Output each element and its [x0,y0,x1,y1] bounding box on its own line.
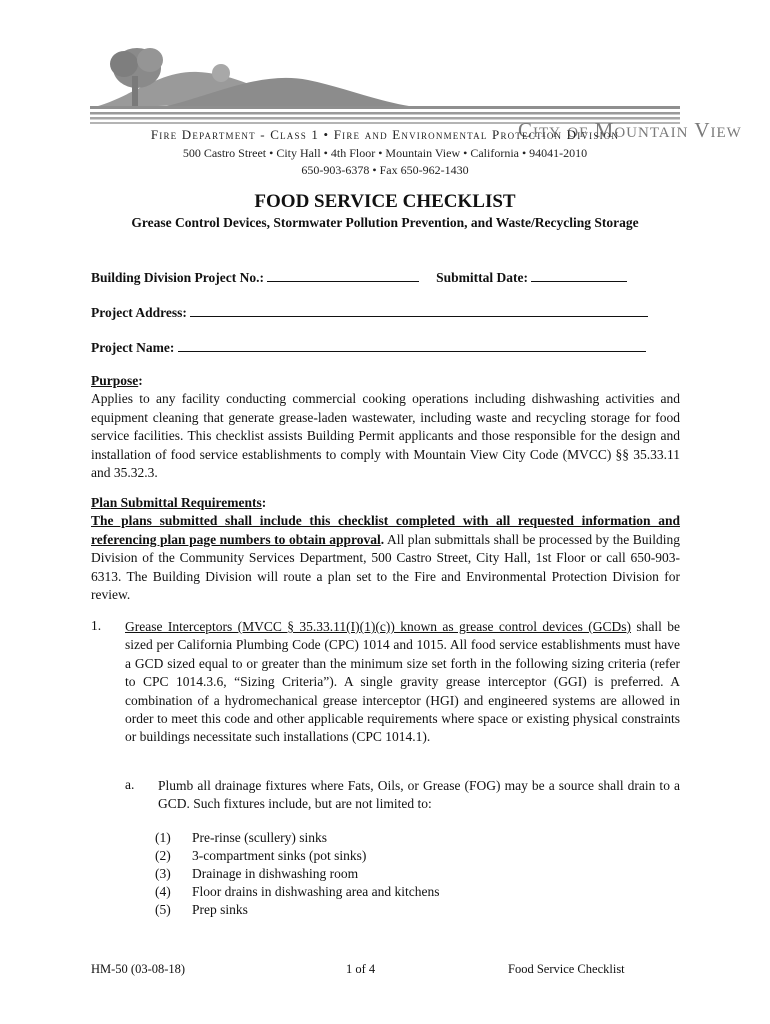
item-1-number: 1. [91,618,102,633]
list-item [155,865,439,883]
project-name-field [91,337,646,356]
project-no-field [91,267,627,286]
address-line: 500 Castro Street • City Hall • 4th Floor • Mountain View • California • 94041-2010 [182,146,588,160]
item-1 [125,618,680,747]
footer-page-number: 1 of 4 [346,962,376,976]
document-subtitle: Grease Control Devices, Stormwater Pollution Prevention, and Waste/Recycling Storage [131,215,639,230]
purpose-section [91,372,680,482]
list-item-number: (3) [155,866,171,881]
project-no-label: Building Division Project No.: [91,270,265,285]
project-name-input[interactable] [178,337,646,352]
list-item [155,847,439,865]
city-name: City of Mountain View [518,118,742,142]
plan-submittal-heading: Plan Submittal Requirements [91,495,262,510]
item-1a-letter: a. [125,777,135,792]
plan-submittal-section [91,494,680,604]
list-item [155,883,439,901]
list-item-label: Drainage in dishwashing room [192,866,359,881]
mountain-logo-icon [88,40,682,130]
purpose-heading: Purpose [91,373,139,388]
item-1a-text: Plumb all drainage fixtures where Fats, Oils, or Grease (FOG) may be a source shall drain to a GCD. Such fixtures include, but are not limited to: [158,778,680,812]
submittal-date-input[interactable] [531,267,627,282]
list-item-label: Floor drains in dishwashing area and kitchens [192,884,440,899]
plan-submittal-text: All plan submittals shall be processed by the Building Division of the Community Services Department, 500 Castro Street, City Hall, 1st Floor or call 650-903-6313. The Building Division will route a plan set to the Fire and Environmental Protection Division for review. [91,531,680,603]
list-item-number: (4) [155,884,171,899]
list-item [155,829,439,847]
plan-submittal-period: . [380,531,385,547]
document-title: FOOD SERVICE CHECKLIST [254,191,516,212]
project-address-label: Project Address: [91,305,187,320]
fixtures-list [155,829,439,919]
list-item [155,901,439,919]
list-item-number: (5) [155,902,171,917]
submittal-date-label: Submittal Date: [436,270,529,285]
project-name-label: Project Name: [91,340,175,355]
project-no-input[interactable] [267,267,419,282]
list-item-label: Prep sinks [192,902,248,917]
item-1-heading: Grease Interceptors (MVCC § 35.33.11(I)(1)(c)) known as grease control devices (GCDs) [125,619,632,634]
list-item-number: (1) [155,830,171,845]
list-item-number: (2) [155,848,171,863]
project-address-input[interactable] [190,302,648,317]
list-item-label: 3-compartment sinks (pot sinks) [192,848,367,863]
plan-submittal-heading-colon: : [261,495,267,510]
purpose-text: Applies to any facility conducting commercial cooking operations including dishwashing activities and equipment cleaning that generate grease-laden wastewater, including waste and recycling storage for food service facilities. This checklist assists Building Permit applicants and those responsible for the design and installation of food service establishments to comply with Mountain View City Code (MVCC) §§ 35.33.11 and 35.32.3. [91,391,680,481]
footer-doc-name: Food Service Checklist [508,962,625,976]
phone-line: 650-903-6378 • Fax 650-962-1430 [301,163,469,177]
department-line: Fire Department - Class 1 • Fire and Environmental Protection Division [150,127,620,142]
list-item-label: Pre-rinse (scullery) sinks [192,830,327,845]
project-address-field [91,302,648,321]
item-1-text: shall be sized per California Plumbing Code (CPC) 1014 and 1015. All food service establishments must have a GCD sized equal to or greater than the minimum size set forth in the following sizing criteria (refer to CPC 1014.3.6, “Sizing Criteria”). A single gravity grease interceptor (GGI) is preferred. A combination of a hydromechanical grease interceptor (HGI) and engineered systems are allowed in order to meet this code and other applicable requirements where space or existing physical constraints or buildings necessitate such installations (CPC 1014.1). [125,619,680,745]
purpose-heading-colon: : [138,373,143,388]
plan-submittal-requirement: The plans submitted shall include this checklist completed with all requested information and referencing plan page numbers to obtain approval [91,513,680,547]
footer-form-id: HM-50 (03-08-18) [91,962,186,976]
